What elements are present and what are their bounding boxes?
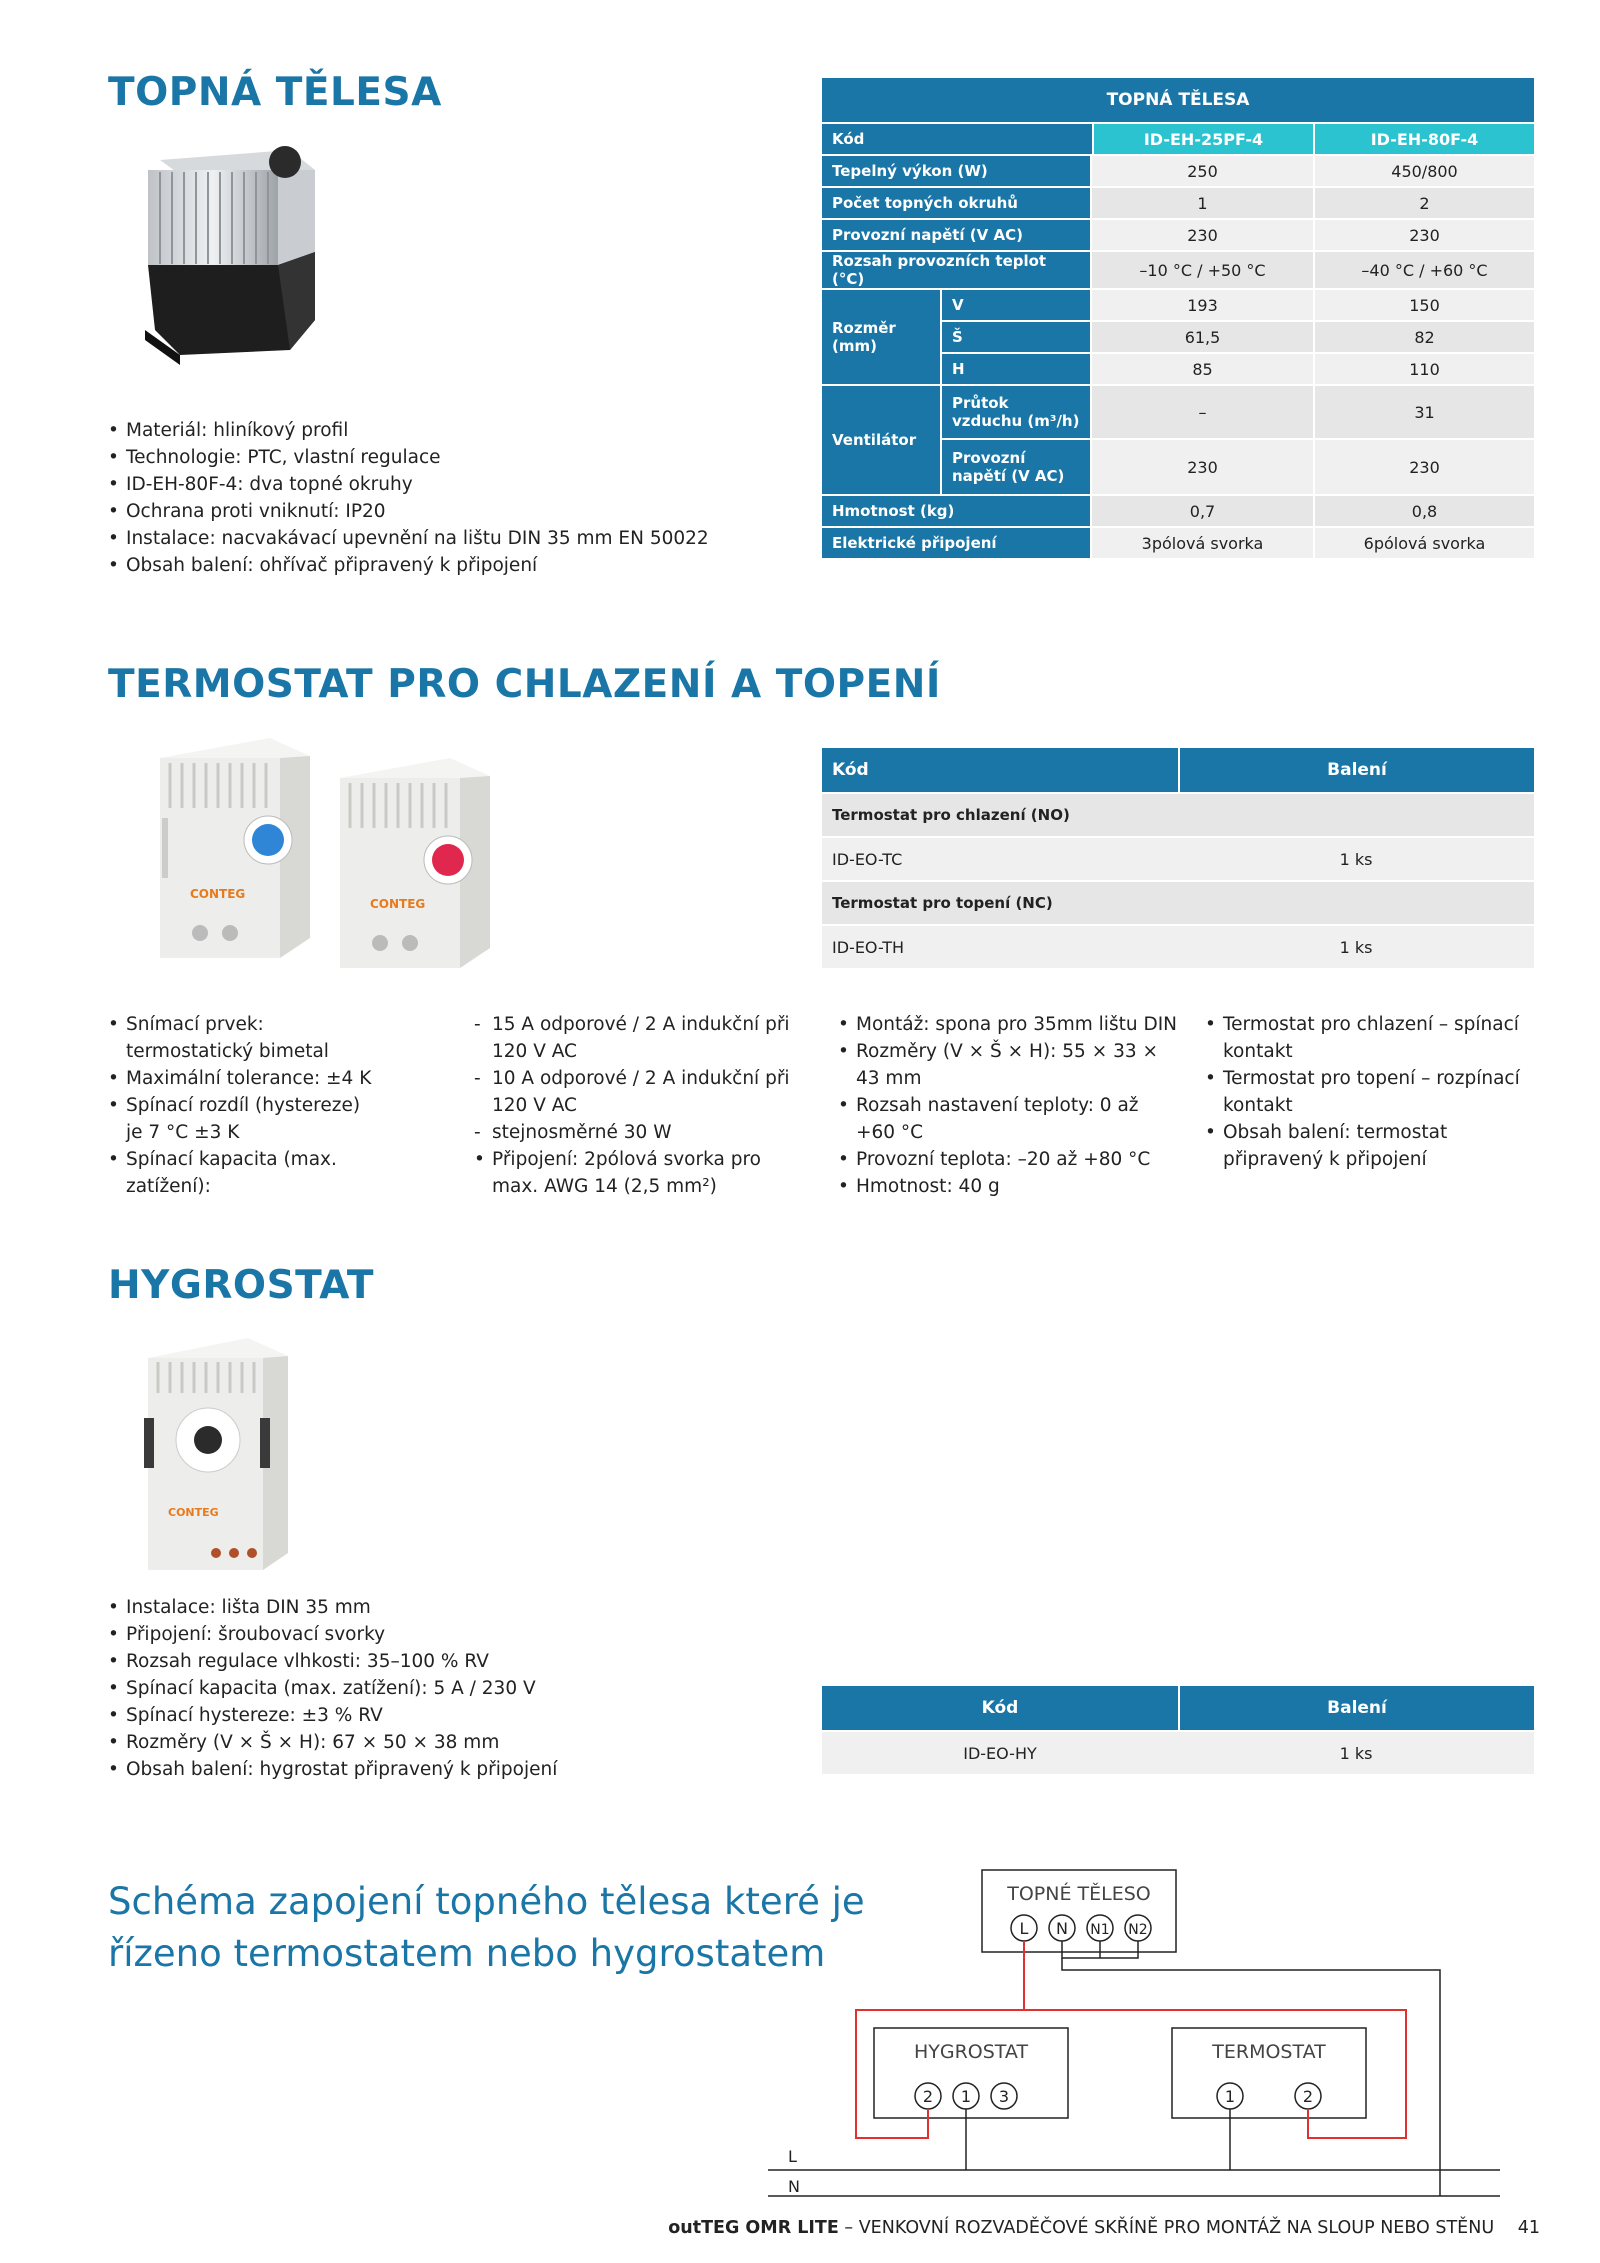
thermostat-box-label: TERMOSTAT	[1212, 2041, 1326, 2063]
footer-brand: outTEG OMR LITE	[668, 2218, 839, 2238]
feature: - 10 A odporové / 2 A indukční při 120 V AC	[462, 1065, 802, 1119]
cell-code: ID-EO-TH	[822, 926, 1178, 970]
cell-package: 1 ks	[1178, 838, 1534, 882]
row-label: Elektrické připojení	[822, 528, 1092, 560]
feature: • Spínací hystereze: ±3 % RV	[108, 1702, 668, 1729]
row-label: Tepelný výkon (W)	[822, 156, 1092, 188]
cell-package: 1 ks	[1178, 926, 1534, 970]
footer-text: – VENKOVNÍ ROZVADĚČOVÉ SKŘÍNĚ PRO MONTÁŽ NA SLOUP NEBO STĚNU	[838, 2218, 1495, 2238]
row-label: Provozní napětí (V AC)	[822, 220, 1092, 252]
thermostat-features-col2	[462, 1011, 802, 1200]
feature: • Obsah balení: termostat připravený k připojení	[1205, 1119, 1550, 1173]
feature: • Rozsah regulace vlhkosti: 35–100 % RV	[108, 1648, 668, 1675]
heater-feature: • Technologie: PTC, vlastní regulace	[108, 444, 728, 471]
cell-value: –	[1092, 386, 1313, 440]
heater-feature: • ID-EH-80F-4: dva topné okruhy	[108, 471, 728, 498]
terminal-label: 1	[960, 2087, 972, 2106]
cell-value: 230	[1313, 220, 1534, 252]
feature: • Maximální tolerance: ±4 K	[108, 1065, 378, 1092]
cell-value: 110	[1313, 354, 1534, 386]
terminal-label: N2	[1128, 1922, 1148, 1938]
fan-group-label: Ventilátor	[822, 386, 942, 496]
heater-features	[108, 417, 728, 579]
brand-logo-text: CONTEG	[370, 897, 426, 911]
feature: • Spínací kapacita (max. zatížení):	[108, 1146, 378, 1200]
heater-table-title: TOPNÁ TĚLESA	[822, 78, 1534, 124]
terminal-label: L	[1019, 1919, 1029, 1938]
cell-value: 82	[1313, 322, 1534, 354]
cell-code: ID-EO-HY	[822, 1732, 1178, 1776]
section-title-hygrostat: HYGROSTAT	[108, 1263, 374, 1308]
feature: • Rozměry (V × Š × H): 67 × 50 × 38 mm	[108, 1729, 668, 1756]
row-label: V	[942, 290, 1092, 322]
feature: • Termostat pro chlazení – spínací kontakt	[1205, 1011, 1550, 1065]
cell-value: 85	[1092, 354, 1313, 386]
line-L-label: L	[788, 2147, 797, 2166]
hygrostat-box-label: HYGROSTAT	[913, 2041, 1029, 2063]
terminal-label: 1	[1224, 2087, 1236, 2106]
cell-value: 230	[1092, 440, 1313, 496]
thermostat-features-col3	[838, 1011, 1178, 1200]
heater-spec-table	[822, 78, 1534, 560]
cell-value: –40 °C / +60 °C	[1313, 252, 1534, 290]
dim-group-label: Rozměr (mm)	[822, 290, 942, 386]
brand-logo-text: CONTEG	[168, 1506, 219, 1519]
section-title-thermostat: TERMOSTAT PRO CHLAZENÍ A TOPENÍ	[108, 662, 941, 707]
heater-feature: • Instalace: nacvakávací upevnění na lištu DIN 35 mm EN 50022	[108, 525, 728, 552]
cell-value: 193	[1092, 290, 1313, 322]
feature: • Snímací prvek: termostatický bimetal	[108, 1011, 378, 1065]
terminal-label: N	[1056, 1919, 1068, 1938]
terminal-label: 2	[1302, 2087, 1314, 2106]
schematic-title-line2: řízeno termostatem nebo hygrostatem	[108, 1932, 826, 1975]
feature: • Spínací kapacita (max. zatížení): 5 A / 230 V	[108, 1675, 668, 1702]
heater-feature: • Ochrana proti vniknutí: IP20	[108, 498, 728, 525]
cell-code: ID-EO-TC	[822, 838, 1178, 882]
section-title-heater: TOPNÁ TĚLESA	[108, 70, 442, 115]
terminal-label: N1	[1090, 1922, 1110, 1938]
cell-value: –10 °C / +50 °C	[1092, 252, 1313, 290]
heater-feature: • Obsah balení: ohřívač připravený k připojení	[108, 552, 728, 579]
feature: • Termostat pro topení – rozpínací kontakt	[1205, 1065, 1550, 1119]
cell-value: 230	[1313, 440, 1534, 496]
feature: • Připojení: 2pólová svorka pro max. AWG 14 (2,5 mm²)	[474, 1146, 802, 1200]
cell-value: 1	[1092, 188, 1313, 220]
page-footer	[668, 2218, 1540, 2238]
col-header-package: Balení	[1178, 1686, 1534, 1732]
thermostat-table	[822, 748, 1534, 970]
feature: • Rozsah nastavení teploty: 0 až +60 °C	[838, 1092, 1178, 1146]
col-header-code: Kód	[822, 748, 1178, 794]
thermostat-images	[150, 738, 490, 968]
heater-image	[120, 140, 350, 370]
row-label: Š	[942, 322, 1092, 354]
feature: • Připojení: šroubovací svorky	[108, 1621, 668, 1648]
feature: • Montáž: spona pro 35mm lištu DIN	[838, 1011, 1178, 1038]
row-label: Průtok vzduchu (m³/h)	[942, 386, 1092, 440]
row-label: Rozsah provozních teplot (°C)	[822, 252, 1092, 290]
feature: • Hmotnost: 40 g	[838, 1173, 1178, 1200]
cell-value: 0,8	[1313, 496, 1534, 528]
cell-value: 6pólová svorka	[1313, 528, 1534, 560]
feature: • Rozměry (V × Š × H): 55 × 33 × 43 mm	[838, 1038, 1178, 1092]
cell-value: 31	[1313, 386, 1534, 440]
row-label: Hmotnost (kg)	[822, 496, 1092, 528]
feature: - stejnosměrné 30 W	[462, 1119, 802, 1146]
heater-feature: • Materiál: hliníkový profil	[108, 417, 728, 444]
cell-value: 61,5	[1092, 322, 1313, 354]
cell-value: 0,7	[1092, 496, 1313, 528]
code-label: Kód	[822, 124, 1092, 156]
group-cooling: Termostat pro chlazení (NO)	[822, 794, 1534, 838]
feature: - 15 A odporové / 2 A indukční při 120 V AC	[462, 1011, 802, 1065]
terminal-label: 2	[922, 2087, 934, 2106]
cell-value: 150	[1313, 290, 1534, 322]
hygrostat-image	[138, 1338, 308, 1574]
code-80f: ID-EH-80F-4	[1313, 124, 1534, 156]
brand-logo-text: CONTEG	[190, 887, 246, 901]
thermostat-features-col4	[1205, 1011, 1550, 1173]
thermostat-features-col1	[108, 1011, 378, 1200]
cell-package: 1 ks	[1178, 1732, 1534, 1776]
col-header-package: Balení	[1178, 748, 1534, 794]
page-number: 41	[1517, 2218, 1540, 2238]
row-label: Počet topných okruhů	[822, 188, 1092, 220]
feature: • Provozní teplota: –20 až +80 °C	[838, 1146, 1178, 1173]
col-header-code: Kód	[822, 1686, 1178, 1732]
cell-value: 450/800	[1313, 156, 1534, 188]
feature: • Instalace: lišta DIN 35 mm	[108, 1594, 668, 1621]
code-25pf: ID-EH-25PF-4	[1092, 124, 1313, 156]
wire-red	[1024, 2010, 1406, 2138]
line-N-label: N	[788, 2177, 800, 2196]
row-label: Provozní napětí (V AC)	[942, 440, 1092, 496]
cell-value: 3pólová svorka	[1092, 528, 1313, 560]
wiring-diagram	[760, 1860, 1520, 2200]
terminal-label: 3	[998, 2087, 1010, 2106]
cell-value: 230	[1092, 220, 1313, 252]
group-heating: Termostat pro topení (NC)	[822, 882, 1534, 926]
feature: • Obsah balení: hygrostat připravený k připojení	[108, 1756, 668, 1783]
cell-value: 250	[1092, 156, 1313, 188]
hygrostat-features	[108, 1594, 668, 1783]
hygrostat-table	[822, 1686, 1534, 1776]
cell-value: 2	[1313, 188, 1534, 220]
row-label: H	[942, 354, 1092, 386]
schematic-title	[108, 1876, 865, 1980]
heater-box-label: TOPNÉ TĚLESO	[1007, 1883, 1151, 1905]
schematic-title-line1: Schéma zapojení topného tělesa které je	[108, 1880, 865, 1923]
feature: • Spínací rozdíl (hystereze) je 7 °C ±3 K	[108, 1092, 378, 1146]
